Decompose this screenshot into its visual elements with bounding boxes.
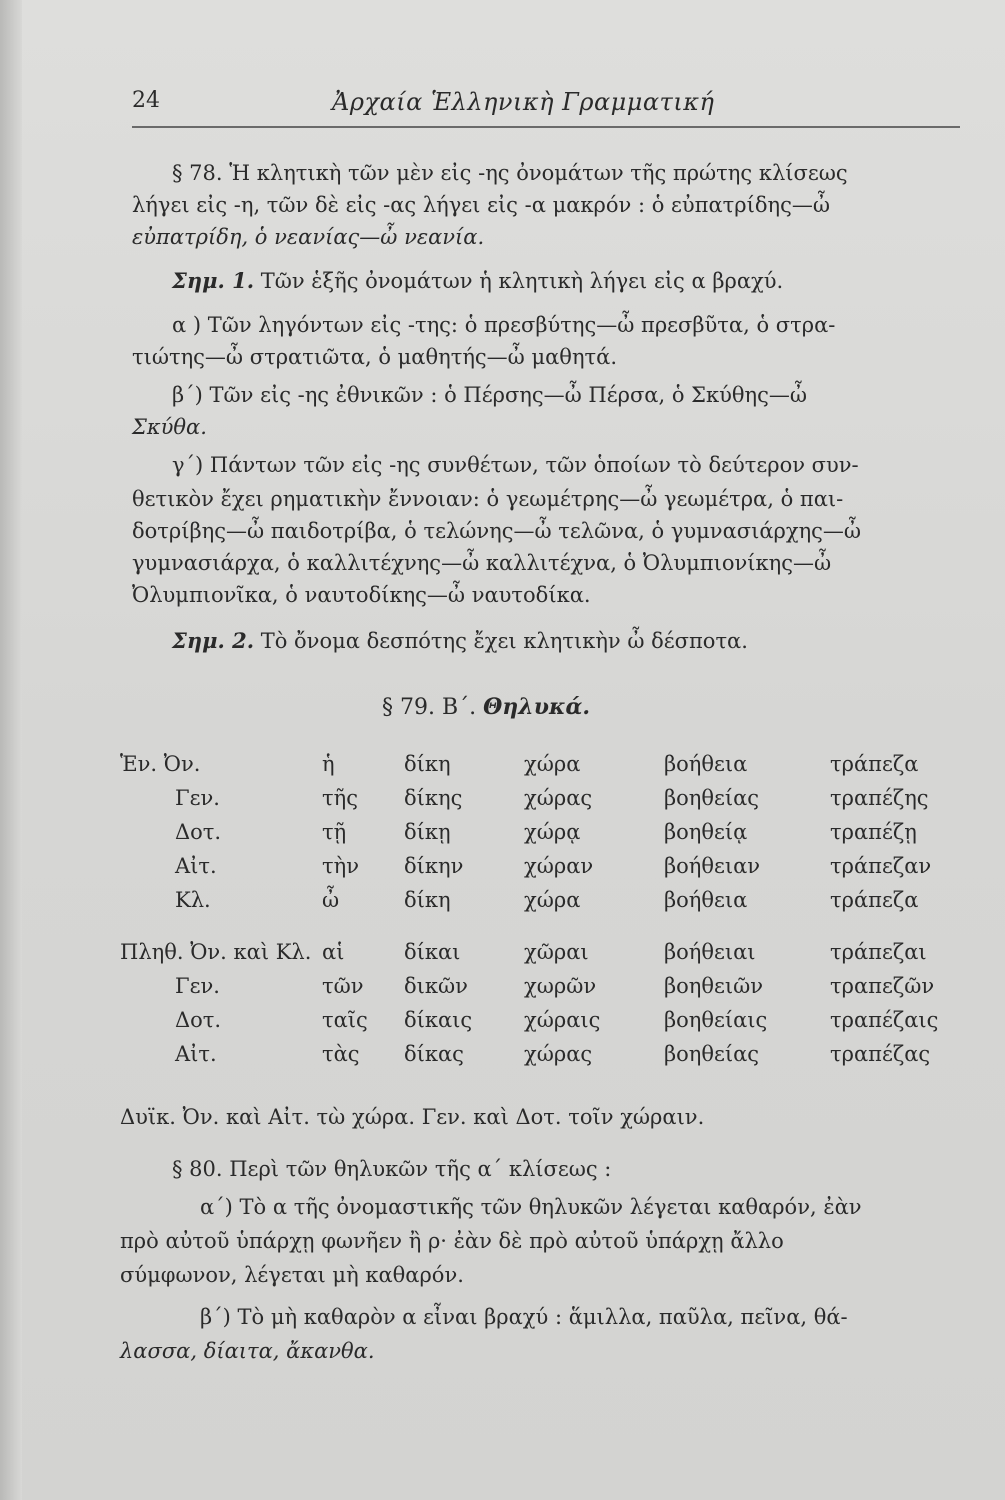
plural-trapeza-2: τραπέζαις <box>830 1008 939 1032</box>
plural-case-label-1: Γεν. <box>175 974 220 998</box>
note-1-g-line-4: γυμνασιάρχα, ὁ καλλιτέχνης—ὦ καλλιτέχνα, ὁ Ὀλυμπιονίκης—ὦ <box>132 551 832 575</box>
para-78-line-1: § 78. Ἡ κλητικὴ τῶν μὲν εἰς -ης ὀνομάτων τῆς πρώτης κλίσεως <box>172 161 848 185</box>
singular-trapeza-1: τραπέζης <box>830 786 929 810</box>
running-header <box>132 88 960 128</box>
plural-dike-0: δίκαι <box>404 940 461 964</box>
plural-chora-3: χώρας <box>524 1042 593 1066</box>
singular-chora-2: χώρᾳ <box>524 820 581 844</box>
running-title: Ἀρχαία Ἑλληνικὴ Γραμματική <box>332 88 715 116</box>
plural-boetheia-0: βοήθειαι <box>664 940 756 964</box>
singular-article-4: ὦ <box>322 888 340 912</box>
plural-case-label-2: Δοτ. <box>175 1008 222 1032</box>
singular-chora-4: χώρα <box>524 888 581 912</box>
note-1-a-line-2: τιώτης—ὦ στρατιῶτα, ὁ μαθητής—ὦ μαθητά. <box>132 345 617 369</box>
singular-case-label-2: Δοτ. <box>175 820 222 844</box>
singular-trapeza-3: τράπεζαν <box>830 854 932 878</box>
singular-article-2: τῇ <box>322 820 347 844</box>
para-80-b-line-2: λασσα, δίαιτα, ἄκανθα. <box>120 1339 375 1363</box>
note-1-g-line-5: Ὀλυμπιονῖκα, ὁ ναυτοδίκης—ὦ ναυτοδίκα. <box>132 583 591 607</box>
singular-case-label-3: Αἰτ. <box>175 854 217 878</box>
section-79-heading <box>382 694 590 721</box>
section-79-title: Θηλυκά. <box>483 694 591 720</box>
singular-dike-2: δίκῃ <box>404 820 451 844</box>
singular-chora-1: χώρας <box>524 786 593 810</box>
singular-dike-0: δίκη <box>404 752 451 776</box>
singular-article-3: τὴν <box>322 854 359 878</box>
plural-article-0: αἱ <box>322 940 345 964</box>
singular-dike-1: δίκης <box>404 786 463 810</box>
note-1-g-line-2: θετικὸν ἔχει ρηματικὴν ἔννοιαν: ὁ γεωμέτρης—ὦ γεωμέτρα, ὁ παι- <box>132 487 844 511</box>
section-80-heading: § 80. Περὶ τῶν θηλυκῶν τῆς α΄ κλίσεως : <box>172 1157 612 1181</box>
para-80-a-line-2: πρὸ αὐτοῦ ὑπάρχῃ φωνῆεν ἢ ρ· ἐὰν δὲ πρὸ αὐτοῦ ὑπάρχῃ ἄλλο <box>120 1229 784 1253</box>
plural-chora-2: χώραις <box>524 1008 601 1032</box>
plural-trapeza-3: τραπέζας <box>830 1042 931 1066</box>
singular-chora-0: χώρα <box>524 752 581 776</box>
singular-case-label-4: Κλ. <box>175 888 211 912</box>
note-2 <box>172 628 748 654</box>
plural-case-label-3: Αἰτ. <box>175 1042 217 1066</box>
singular-trapeza-2: τραπέζῃ <box>830 820 917 844</box>
plural-trapeza-0: τράπεζαι <box>830 940 927 964</box>
plural-case-label-0: Πληθ. Ὀν. καὶ Κλ. <box>120 940 312 964</box>
singular-trapeza-0: τράπεζα <box>830 752 919 776</box>
note-1-g-line-1: γ΄) Πάντων τῶν εἰς -ης συνθέτων, τῶν ὁποίων τὸ δεύτερον συν- <box>172 453 859 477</box>
dual-forms-line: Δυϊκ. Ὀν. καὶ Αἰτ. τὼ χώρα. Γεν. καὶ Δοτ. τοῖν χώραιν. <box>120 1105 705 1129</box>
para-80-a-line-1: α΄) Τὸ α τῆς ὀνομαστικῆς τῶν θηλυκῶν λέγεται καθαρόν, ἐὰν <box>200 1195 862 1219</box>
section-79-number: § 79. Β΄. <box>382 695 484 720</box>
note-1-a-line-1: α ) Τῶν ληγόντων εἰς -της: ὁ πρεσβύτης—ὦ πρεσβῦτα, ὁ στρα- <box>172 313 836 337</box>
plural-chora-1: χωρῶν <box>524 974 597 998</box>
singular-trapeza-4: τράπεζα <box>830 888 919 912</box>
para-78-line-3: εὐπατρίδη, ὁ νεανίας—ὦ νεανία. <box>132 225 485 249</box>
plural-boetheia-1: βοηθειῶν <box>664 974 764 998</box>
plural-dike-3: δίκας <box>404 1042 464 1066</box>
singular-case-label-1: Γεν. <box>175 786 220 810</box>
singular-chora-3: χώραν <box>524 854 594 878</box>
page-number: 24 <box>132 88 160 113</box>
singular-boetheia-2: βοηθείᾳ <box>664 820 748 844</box>
plural-article-2: ταῖς <box>322 1008 368 1032</box>
plural-dike-1: δικῶν <box>404 974 468 998</box>
header-rule <box>132 126 960 128</box>
page-edge-shadow <box>0 0 22 1500</box>
singular-boetheia-4: βοήθεια <box>664 888 748 912</box>
plural-trapeza-1: τραπεζῶν <box>830 974 935 998</box>
singular-dike-3: δίκην <box>404 854 464 878</box>
para-78-line-2: λήγει εἰς -η, τῶν δὲ εἰς -ας λήγει εἰς -α μακρόν : ὁ εὐπατρίδης—ὦ <box>132 193 830 217</box>
singular-boetheia-3: βοήθειαν <box>664 854 761 878</box>
note-1-label: Σημ. 1. <box>172 268 255 293</box>
note-1-g-line-3: δοτρίβης—ὦ παιδοτρίβα, ὁ τελώνης—ὦ τελῶνα, ὁ γυμνασιάρχης—ὦ <box>132 519 862 543</box>
singular-article-0: ἡ <box>322 752 335 776</box>
note-1 <box>172 268 783 294</box>
singular-boetheia-1: βοηθείας <box>664 786 760 810</box>
note-1-b-line-2: Σκύθα. <box>132 415 207 439</box>
plural-boetheia-3: βοηθείας <box>664 1042 760 1066</box>
plural-chora-0: χῶραι <box>524 940 589 964</box>
singular-article-1: τῆς <box>322 786 358 810</box>
note-2-text: Τὸ ὄνομα δεσπότης ἔχει κλητικὴν ὦ δέσποτα. <box>260 629 748 653</box>
note-1-text: Τῶν ἑξῆς ὀνομάτων ἡ κλητικὴ λήγει εἰς α βραχύ. <box>260 269 784 293</box>
plural-boetheia-2: βοηθείαις <box>664 1008 768 1032</box>
note-1-b-line-1: β΄) Τῶν εἰς -ης ἐθνικῶν : ὁ Πέρσης—ὦ Πέρσα, ὁ Σκύθης—ὦ <box>172 383 808 407</box>
para-80-b-line-1: β΄) Τὸ μὴ καθαρὸν α εἶναι βραχύ : ἅμιλλα, παῦλα, πεῖνα, θά- <box>200 1305 848 1329</box>
singular-boetheia-0: βοήθεια <box>664 752 748 776</box>
para-80-a-line-3: σύμφωνον, λέγεται μὴ καθαρόν. <box>120 1263 464 1287</box>
singular-dike-4: δίκη <box>404 888 451 912</box>
plural-article-1: τῶν <box>322 974 364 998</box>
singular-case-label-0: Ἑν. Ὀν. <box>120 752 201 776</box>
note-2-label: Σημ. 2. <box>172 628 255 653</box>
plural-dike-2: δίκαις <box>404 1008 473 1032</box>
plural-article-3: τὰς <box>322 1042 360 1066</box>
